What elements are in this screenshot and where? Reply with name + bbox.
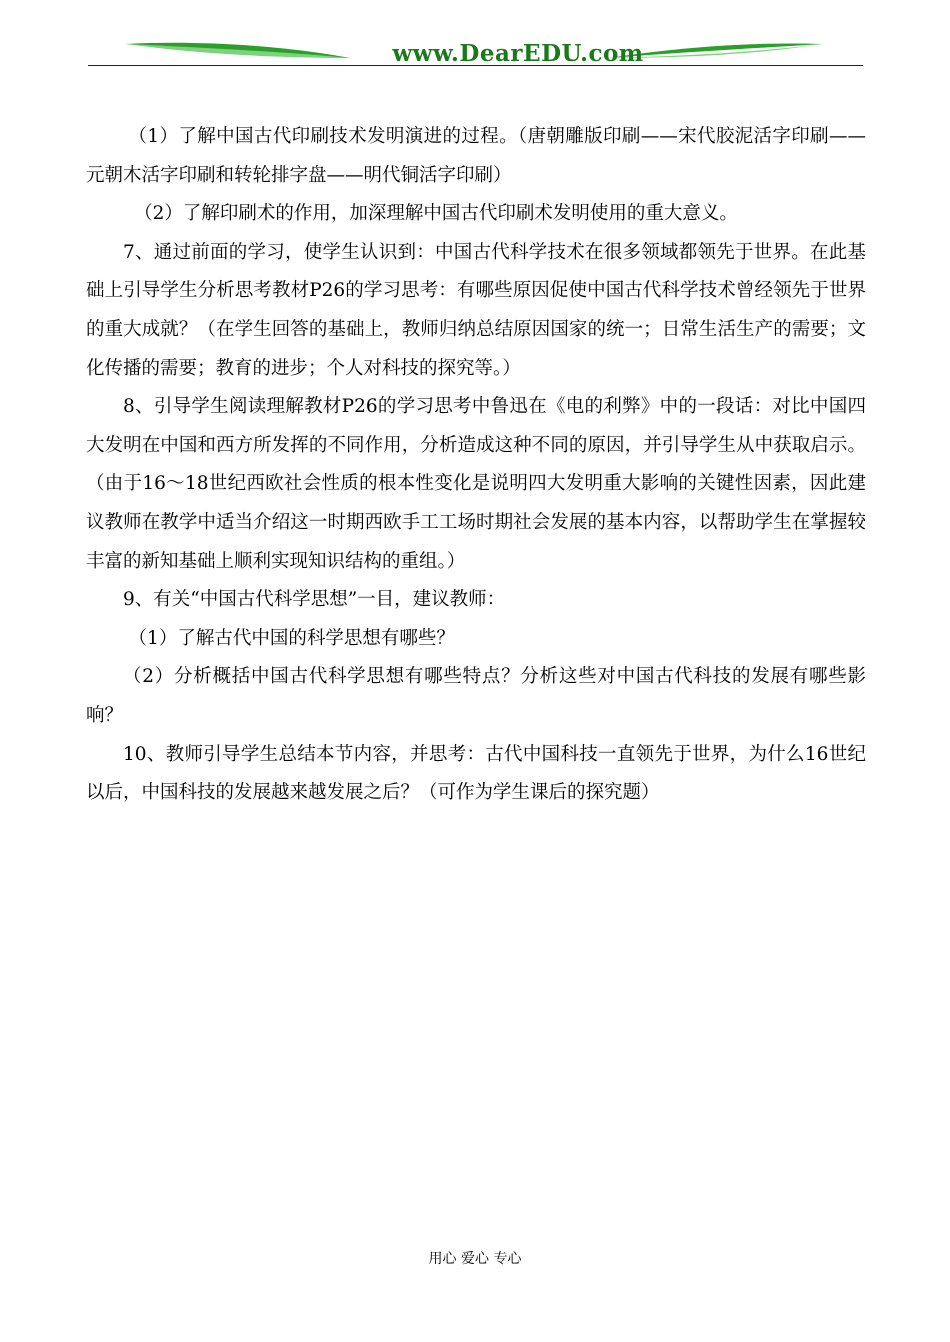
document-body	[86, 118, 866, 813]
page-footer: 用心 爱心 专心	[428, 1251, 522, 1267]
paragraph-1: （1）了解中国古代印刷技术发明演进的过程。（唐朝雕版印刷——宋代胶泥活字印刷——元朝木活字印刷和转轮排字盘——明代铜活字印刷）	[86, 126, 866, 186]
paragraph-8: 10、教师引导学生总结本节内容，并思考：古代中国科技一直领先于世界，为什么16世纪以后，中国科技的发展越来越发展之后？（可作为学生课后的探究题）	[86, 743, 866, 804]
header-divider	[88, 65, 863, 66]
paragraph-4: 8、引导学生阅读理解教材P26的学习思考中鲁迅在《电的利弊》中的一段话：对比中国四大发明在中国和西方所发挥的不同作用，分析造成这种不同的原因，并引导学生从中获取启示。（由于16～18世纪西欧社会性质的根本性变化是说明四大发明重大影响的关键性因素，因此建议教师在教学中适当介绍这一时期西欧手工工场时期社会发展的基本内容，以帮助学生在掌握较丰富的新知基础上顺利实现知识结构的重组。）	[86, 396, 866, 572]
paragraph-5: 9、有关“中国古代科学思想”一目，建议教师：	[123, 589, 506, 611]
paragraph-2: （2）了解印刷术的作用，加深理解中国古代印刷术发明使用的重大意义。	[134, 203, 738, 225]
paragraph-3: 7、通过前面的学习，使学生认识到：中国古代科学技术在很多领域都领先于世界。在此基础上引导学生分析思考教材P26的学习思考：有哪些原因促使中国古代科学技术曾经领先于世界的重大成就？（在学生回答的基础上，教师归纳总结原因国家的统一；日常生活生产的需要；文化传播的需要；教育的进步；个人对科技的探究等。）	[86, 241, 866, 379]
paragraph-6: （1）了解古代中国的科学思想有哪些？	[128, 627, 455, 649]
site-logo-text: www.DearEDU.com	[392, 40, 644, 67]
paragraph-7: （2）分析概括中国古代科学思想有哪些特点？分析这些对中国古代科技的发展有哪些影响？	[86, 666, 866, 726]
